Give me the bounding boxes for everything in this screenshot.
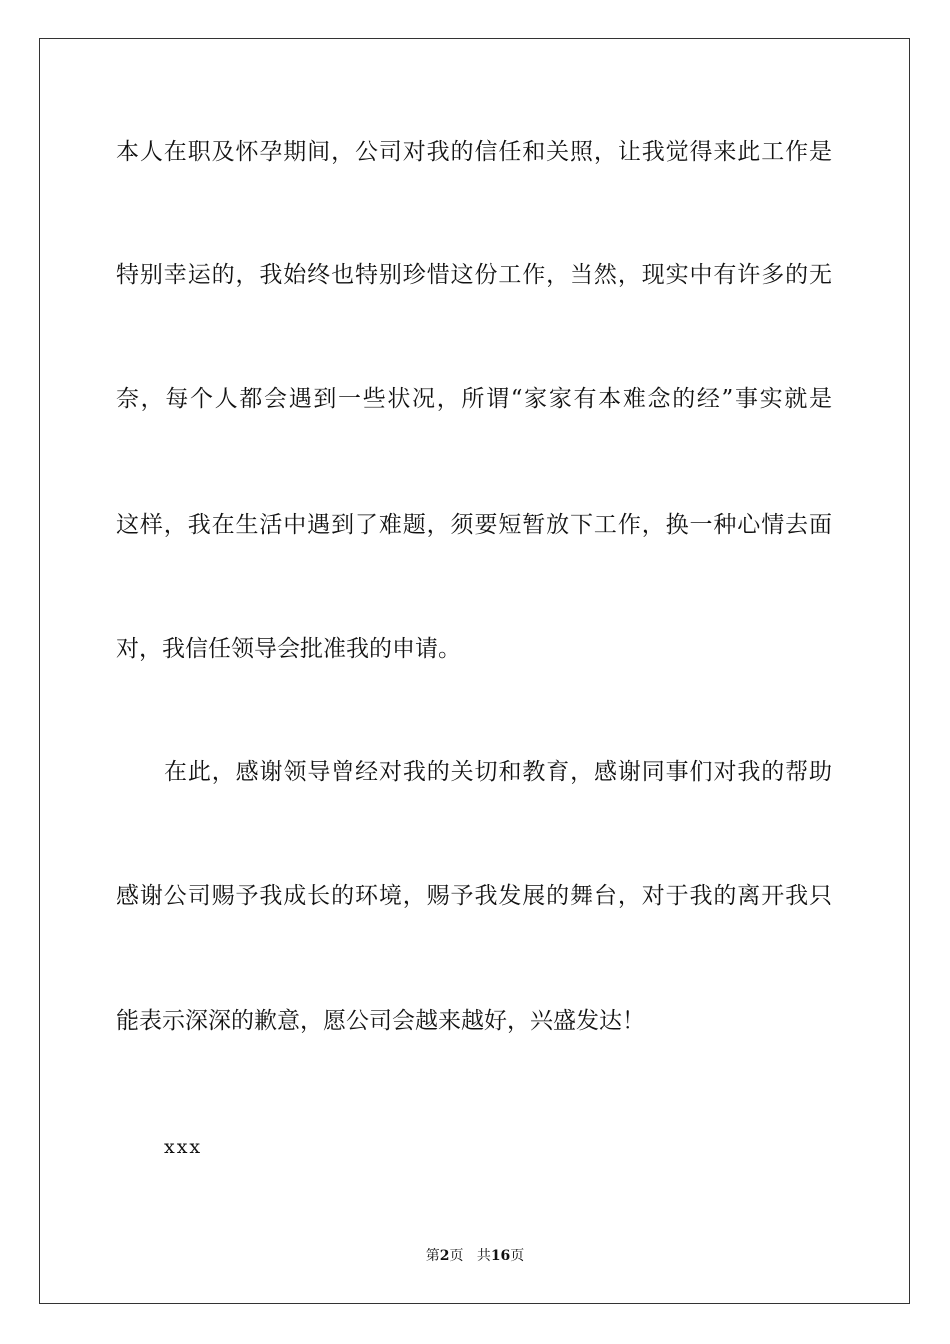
paragraph-1-line-1: 本人在职及怀孕期间，公司对我的信任和关照，让我觉得来此工作是 <box>116 139 832 165</box>
paragraph-2-line-2: 感谢公司赐予我成长的环境，赐予我发展的舞台，对于我的离开我只 <box>116 883 832 909</box>
page-footer <box>0 1246 950 1266</box>
page-border <box>39 38 910 1304</box>
footer-total-prefix: 共 <box>476 1248 491 1264</box>
paragraph-1-line-5: 对，我信任领导会批准我的申请。 <box>116 636 461 662</box>
footer-total-pages: 16 <box>490 1248 511 1264</box>
footer-page-suffix: 页 <box>449 1248 464 1264</box>
paragraph-1-line-4: 这样，我在生活中遇到了难题，须要短暂放下工作，换一种心情去面 <box>116 512 832 538</box>
signature: xxx <box>164 1136 203 1158</box>
paragraph-1-line-2: 特别幸运的，我始终也特别珍惜这份工作，当然，现实中有许多的无 <box>116 262 832 288</box>
footer-total-suffix: 页 <box>510 1248 525 1264</box>
paragraph-2-line-3: 能表示深深的歉意，愿公司会越来越好，兴盛发达！ <box>116 1008 645 1034</box>
paragraph-1-line-3: 奈，每个人都会遇到一些状况，所谓“家家有本难念的经”事实就是 <box>116 386 832 412</box>
footer-page-prefix: 第 <box>425 1248 440 1264</box>
footer-current-page: 2 <box>439 1248 450 1264</box>
paragraph-2-line-1: 在此，感谢领导曾经对我的关切和教育，感谢同事们对我的帮助 <box>164 759 832 785</box>
